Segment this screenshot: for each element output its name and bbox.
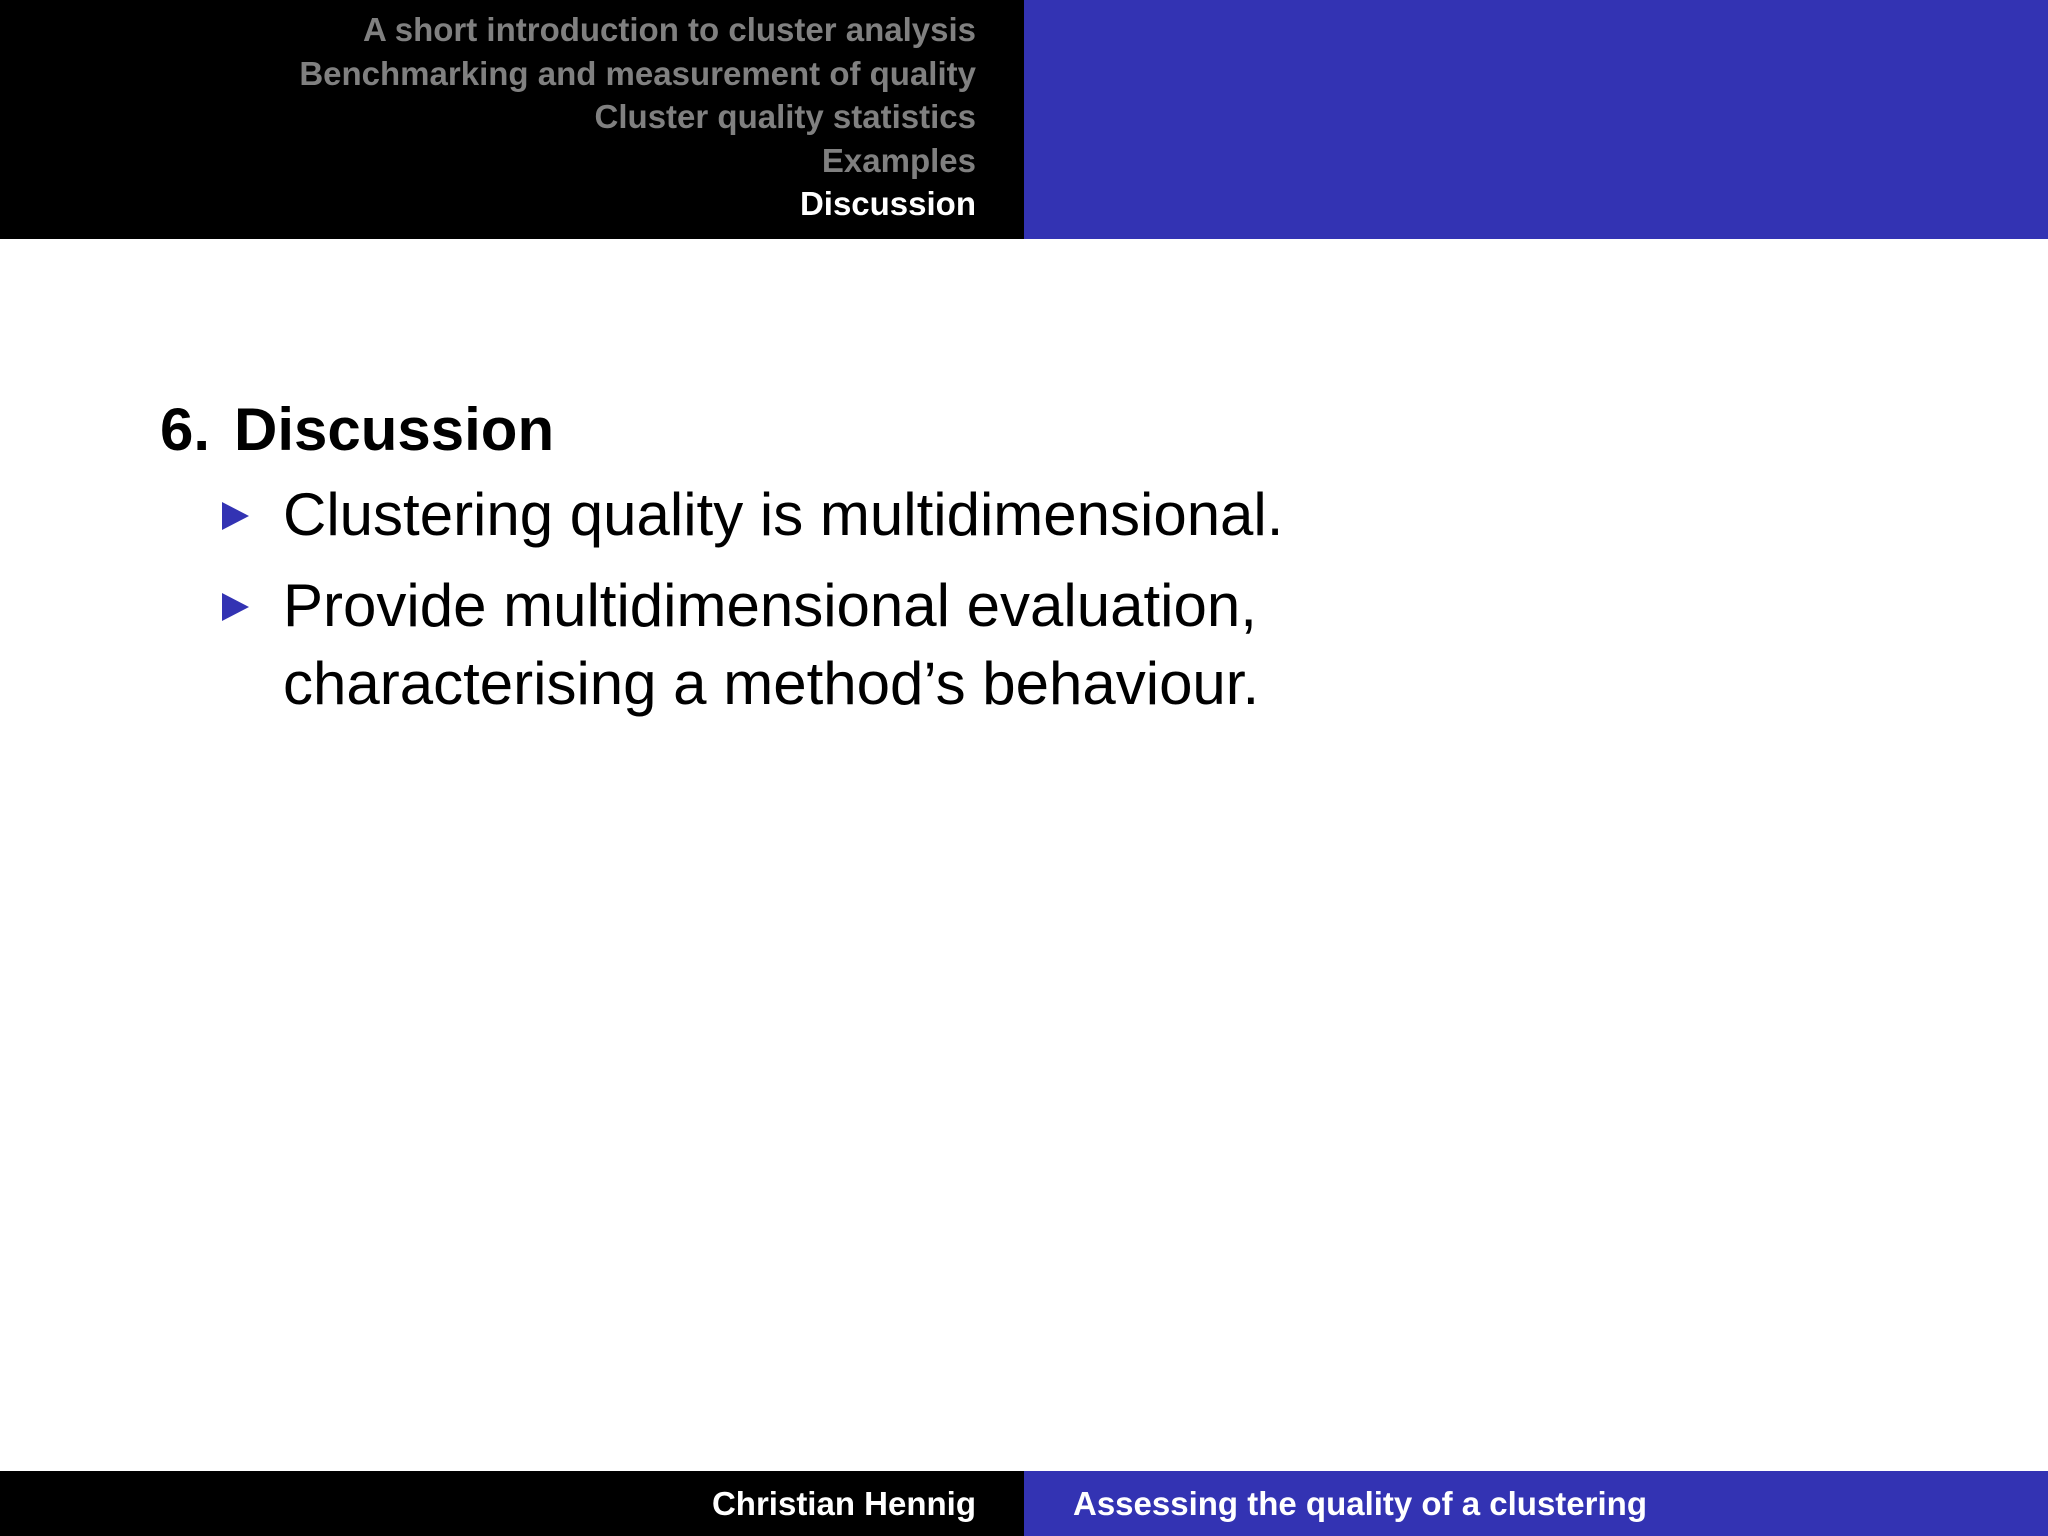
bullet-text-line: Provide multidimensional evaluation,	[283, 572, 1257, 639]
nav-item-intro[interactable]: A short introduction to cluster analysis	[362, 11, 976, 48]
nav-item-quality-statistics[interactable]: Cluster quality statistics	[594, 98, 976, 136]
nav-item-examples[interactable]: Examples	[821, 141, 976, 179]
header-accent-panel	[1024, 0, 2048, 239]
bullet-text-line: characterising a method’s behaviour.	[283, 650, 1260, 717]
section-title	[160, 392, 1960, 468]
right-triangle-icon	[222, 593, 249, 621]
section-number: 6.	[160, 396, 211, 463]
footer-title-panel	[1024, 1471, 2048, 1536]
slide-header	[0, 0, 2048, 239]
bullet-list	[160, 476, 1960, 723]
section-title-text: Discussion	[234, 396, 555, 463]
footer-author: Christian Hennig	[711, 1485, 976, 1522]
nav-item-discussion[interactable]: Discussion	[799, 185, 976, 223]
section-navigation	[299, 8, 976, 226]
header-nav-panel	[0, 0, 1024, 239]
slide-content	[160, 392, 1960, 736]
bullet-item	[160, 476, 1960, 554]
bullet-item	[160, 567, 1960, 723]
footer-title: Assessing the quality of a clustering	[1073, 1485, 1647, 1522]
right-triangle-icon	[222, 502, 249, 530]
slide-footer	[0, 1471, 2048, 1536]
nav-item-benchmarking[interactable]: Benchmarking and measurement of quality	[299, 54, 976, 92]
footer-author-panel	[0, 1471, 1024, 1536]
bullet-text-line: Clustering quality is multidimensional.	[283, 481, 1284, 548]
